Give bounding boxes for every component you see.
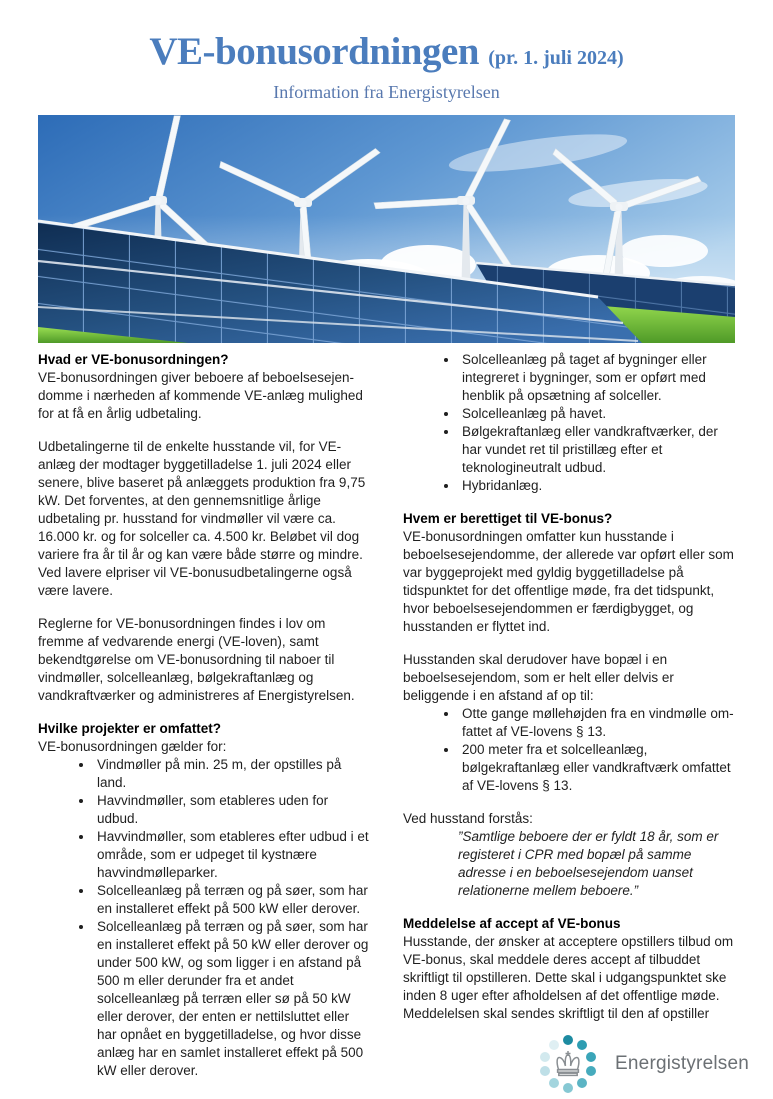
bullet-item: • Bølgekraftanlæg eller vandkraftværker, der har vundet ret til pristillæg efter et teknologineutralt udbud. xyxy=(459,423,735,477)
title-suffix: (pr. 1. juli 2024) xyxy=(488,47,624,69)
logo-dot xyxy=(577,1078,587,1088)
bullet-list xyxy=(38,756,370,1080)
bullet-item: • Vindmøller på min. 25 m, der opstilles på land. xyxy=(94,756,370,792)
logo-dot xyxy=(540,1052,550,1062)
bullet-list xyxy=(403,705,735,795)
logo-dot xyxy=(563,1083,573,1093)
logo-dot xyxy=(577,1040,587,1050)
paragraph: Ved husstand forstås: xyxy=(403,810,533,826)
title-main: VE-bonusordningen xyxy=(149,30,479,73)
wind-solar-illustration xyxy=(38,115,735,343)
document-header xyxy=(0,0,773,103)
paragraph: VE-bonusordningen gælder for: xyxy=(38,738,227,754)
logo-dot xyxy=(540,1066,550,1076)
paragraph: Udbetalingerne til de enkelte husstande vil, for VE-anlæg der modtager byggetilladelse 1. juli 2024 eller senere, blive baseret på anlæggets produktion fra 9,75 kW. Det forventes, at den gennemsnitlige årlige udbetaling pr. husstand for vindmøller vil være ca. 16.000 kr. og for solceller ca. 4.500 kr. Beløbet vil dog variere fra år til år og kan være både større og mindre. Ved lavere elpriser vil VE-bonusudbetalingerne også være lavere. xyxy=(38,438,366,598)
bullet-item: • Solcelleanlæg på taget af bygninger eller integreret i bygninger, som er opført med henblik på opsætning af solceller. xyxy=(459,351,735,405)
bullet-item: • Solcelleanlæg på terræn og på søer, som har en installeret effekt på 500 kW eller derover. xyxy=(94,882,370,918)
bullet-item: • Otte gange møllehøjden fra en vindmølle om-fattet af VE-lovens § 13. xyxy=(459,705,735,741)
quote-paragraph: ”Samtlige beboere der er fyldt 18 år, som er registeret i CPR med bopæl på samme adresse i en beboelsesejendom uanset relationerne mellem beboere.” xyxy=(458,828,719,898)
left-column xyxy=(38,351,370,1095)
logo-dot xyxy=(586,1066,596,1076)
logo-dot xyxy=(549,1078,559,1088)
page-title xyxy=(0,32,773,73)
paragraph: VE-bonusordningen giver beboere af beboelsesejen-domme i nærheden af kommende VE-anlæg mulighed for at få en årlig udbetaling. xyxy=(38,369,363,421)
energistyrelsen-logo xyxy=(537,1033,749,1095)
page-subtitle: Information fra Energistyrelsen xyxy=(273,81,500,102)
footer xyxy=(537,1033,749,1095)
paragraph: Reglerne for VE-bonusordningen findes i lov om fremme af vedvarende energi (VE-loven), samt bekendtgørelse om VE-bonusordning til naboer til vindmøller, solcelleanlæg, bølgekraftanlæg og vandkraftværker og administreres af Energistyrelsen. xyxy=(38,615,355,703)
logo-dots-icon xyxy=(537,1033,599,1095)
paragraph: Husstande, der ønsker at acceptere opstillers tilbud om VE-bonus, skal meddele deres accept af tilbuddet skriftligt til opstilleren. Dette skal i udgangspunktet ske inden 8 uger efter afholdelsen af det offentlige møde. Meddelelsen skal sendes skriftligt til den af opstiller xyxy=(403,933,734,1021)
logo-dot xyxy=(549,1040,559,1050)
bullet-item: • Hybridanlæg. xyxy=(459,477,735,495)
section-heading: Hvad er VE-bonusordningen? xyxy=(38,351,229,367)
bullet-list xyxy=(403,351,735,495)
right-column xyxy=(403,351,735,1095)
logo-text: Energistyrelsen xyxy=(615,1053,749,1074)
section-heading: Hvem er berettiget til VE-bonus? xyxy=(403,510,613,526)
section-heading: Meddelelse af accept af VE-bonus xyxy=(403,915,621,931)
paragraph: VE-bonusordningen omfatter kun husstande i beboelsesejendomme, der allerede var opført eller som var byggeprojekt med gyldig byggetilladelse på tidspunktet for det offentlige møde, fra det tidspunkt, hvor beboelsesejendommen er færdigbygget, og husstanden er flyttet ind. xyxy=(403,528,734,634)
section-heading: Hvilke projekter er omfattet? xyxy=(38,720,222,736)
crown-icon xyxy=(553,1050,583,1078)
hero-image xyxy=(38,115,735,343)
paragraph: Husstanden skal derudover have bopæl i en beboelsesejendom, som er helt eller delvis er beliggende i en afstand af op til: xyxy=(403,651,674,703)
logo-dot xyxy=(586,1052,596,1062)
bullet-item: • Solcelleanlæg på terræn og på søer, som har en installeret effekt på 50 kW eller derover og under 500 kW, og som ligger i en afstand på 500 m eller derunder fra et andet solcelleanlæg på terræn eller sø på 50 kW eller derover, der enten er nettilsluttet eller har opnået en byggetilladelse, og hvor disse anlæg har en samlet installeret effekt på 500 kW eller derover. xyxy=(94,918,370,1080)
bullet-item: • 200 meter fra et solcelleanlæg, bølgekraftanlæg eller vandkraftværk omfattet af VE-lovens § 13. xyxy=(459,741,735,795)
content-columns xyxy=(0,351,773,1095)
bullet-item: • Solcelleanlæg på havet. xyxy=(459,405,735,423)
logo-dot xyxy=(563,1035,573,1045)
bullet-item: • Havvindmøller, som etableres efter udbud i et område, som er udpeget til kystnære havvindmølleparker. xyxy=(94,828,370,882)
bullet-item: • Havvindmøller, som etableres uden for udbud. xyxy=(94,792,370,828)
